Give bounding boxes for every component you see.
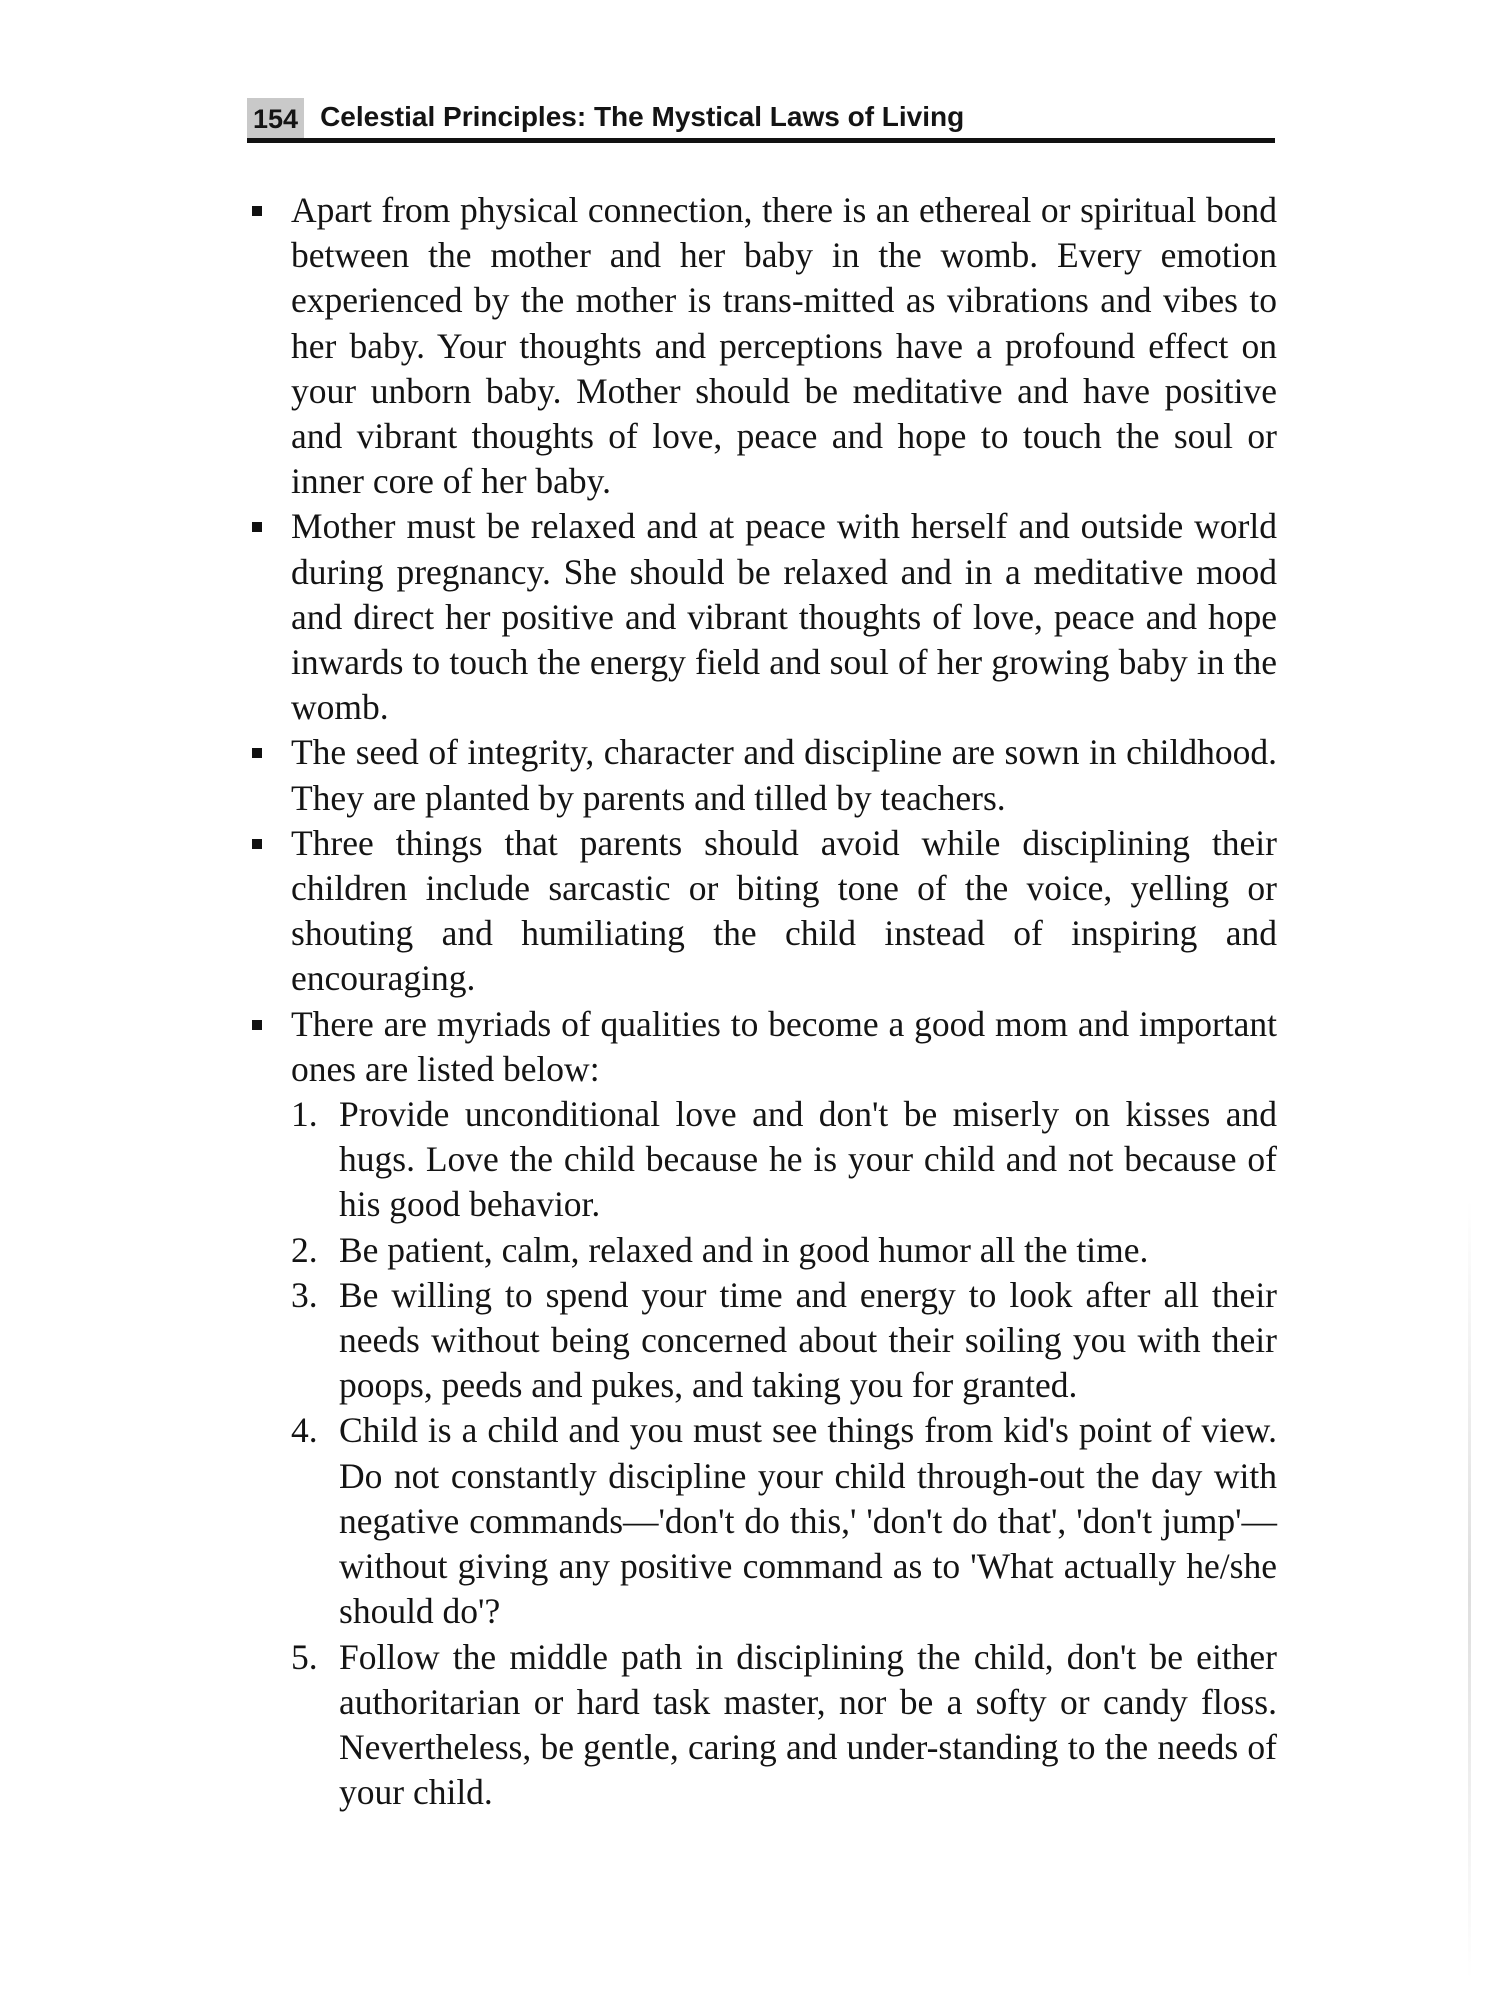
item-number: 2. <box>291 1229 318 1270</box>
square-bullet-icon <box>252 839 262 849</box>
item-number: 1. <box>291 1094 318 1135</box>
square-bullet-icon <box>252 748 262 758</box>
bullet-text: Mother must be relaxed and at peace with herself and outside world during pregnancy. She should be relaxed and in a meditative mood and direct her positive and vibrant thoughts of love, peace and hope inwards to touch the energy field and soul of her growing baby in the womb. <box>291 506 1277 728</box>
bullet-item <box>247 821 1277 1002</box>
bullet-text: Three things that parents should avoid while disciplining their children include sarcastic or biting tone of the voice, yelling or shouting and humiliating the child instead of inspiring and encouraging. <box>291 822 1277 999</box>
numbered-item-text: Be willing to spend your time and energy to look after all their needs without being concerned about their soiling you with their poops, peeds and pukes, and taking you for granted. <box>339 1274 1277 1406</box>
numbered-item-text: Be patient, calm, relaxed and in good humor all the time. <box>339 1229 1149 1270</box>
square-bullet-icon <box>252 1020 262 1030</box>
item-number: 3. <box>291 1274 318 1315</box>
square-bullet-icon <box>252 206 262 216</box>
page-number: 154 <box>247 98 304 138</box>
bullet-item <box>247 188 1277 504</box>
numbered-item <box>291 1092 1277 1228</box>
square-bullet-icon <box>252 522 262 532</box>
running-title: Celestial Principles: The Mystical Laws of Living <box>320 101 965 132</box>
bullet-item <box>247 730 1277 820</box>
item-number: 4. <box>291 1410 318 1451</box>
bullet-text: There are myriads of qualities to become a good mom and important ones are listed below: <box>291 1003 1277 1089</box>
numbered-item-text: Child is a child and you must see things from kid's point of view. Do not constantly discipline your child through-out the day with negative commands—'don't do this,' 'don't do that', 'don't jump'—without giving any positive command as to 'What actually he/she should do'? <box>339 1410 1277 1632</box>
numbered-item <box>291 1273 1277 1409</box>
numbered-item-text: Provide unconditional love and don't be miserly on kisses and hugs. Love the child because he is your child and not because of his good behavior. <box>339 1094 1277 1225</box>
bullet-list <box>247 188 1277 1815</box>
numbered-list <box>291 1092 1277 1815</box>
bullet-item <box>247 504 1277 730</box>
numbered-item <box>291 1635 1277 1816</box>
numbered-item <box>291 1408 1277 1634</box>
scan-edge-shadow <box>1468 1200 1471 1980</box>
bullet-text: Apart from physical connection, there is an ethereal or spiritual bond between the mother and her baby in the womb. Every emotion experienced by the mother is trans-mitted as vibrations and vibes to her baby. Your thoughts and perceptions have a profound effect on your unborn baby. Mother should be meditative and have positive and vibrant thoughts of love, peace and hope to touch the soul or inner core of her baby. <box>291 190 1277 502</box>
bullet-text: The seed of integrity, character and discipline are sown in childhood. They are planted by parents and tilled by teachers. <box>291 732 1277 818</box>
numbered-item <box>291 1228 1277 1273</box>
item-number: 5. <box>291 1636 318 1677</box>
page-header <box>247 92 1275 143</box>
bullet-item <box>247 1002 1277 1816</box>
page-body <box>247 188 1277 1815</box>
numbered-item-text: Follow the middle path in disciplining the child, don't be either authoritarian or hard task master, nor be a softy or candy floss. Nevertheless, be gentle, caring and under-standing to the needs of your child. <box>339 1636 1277 1813</box>
